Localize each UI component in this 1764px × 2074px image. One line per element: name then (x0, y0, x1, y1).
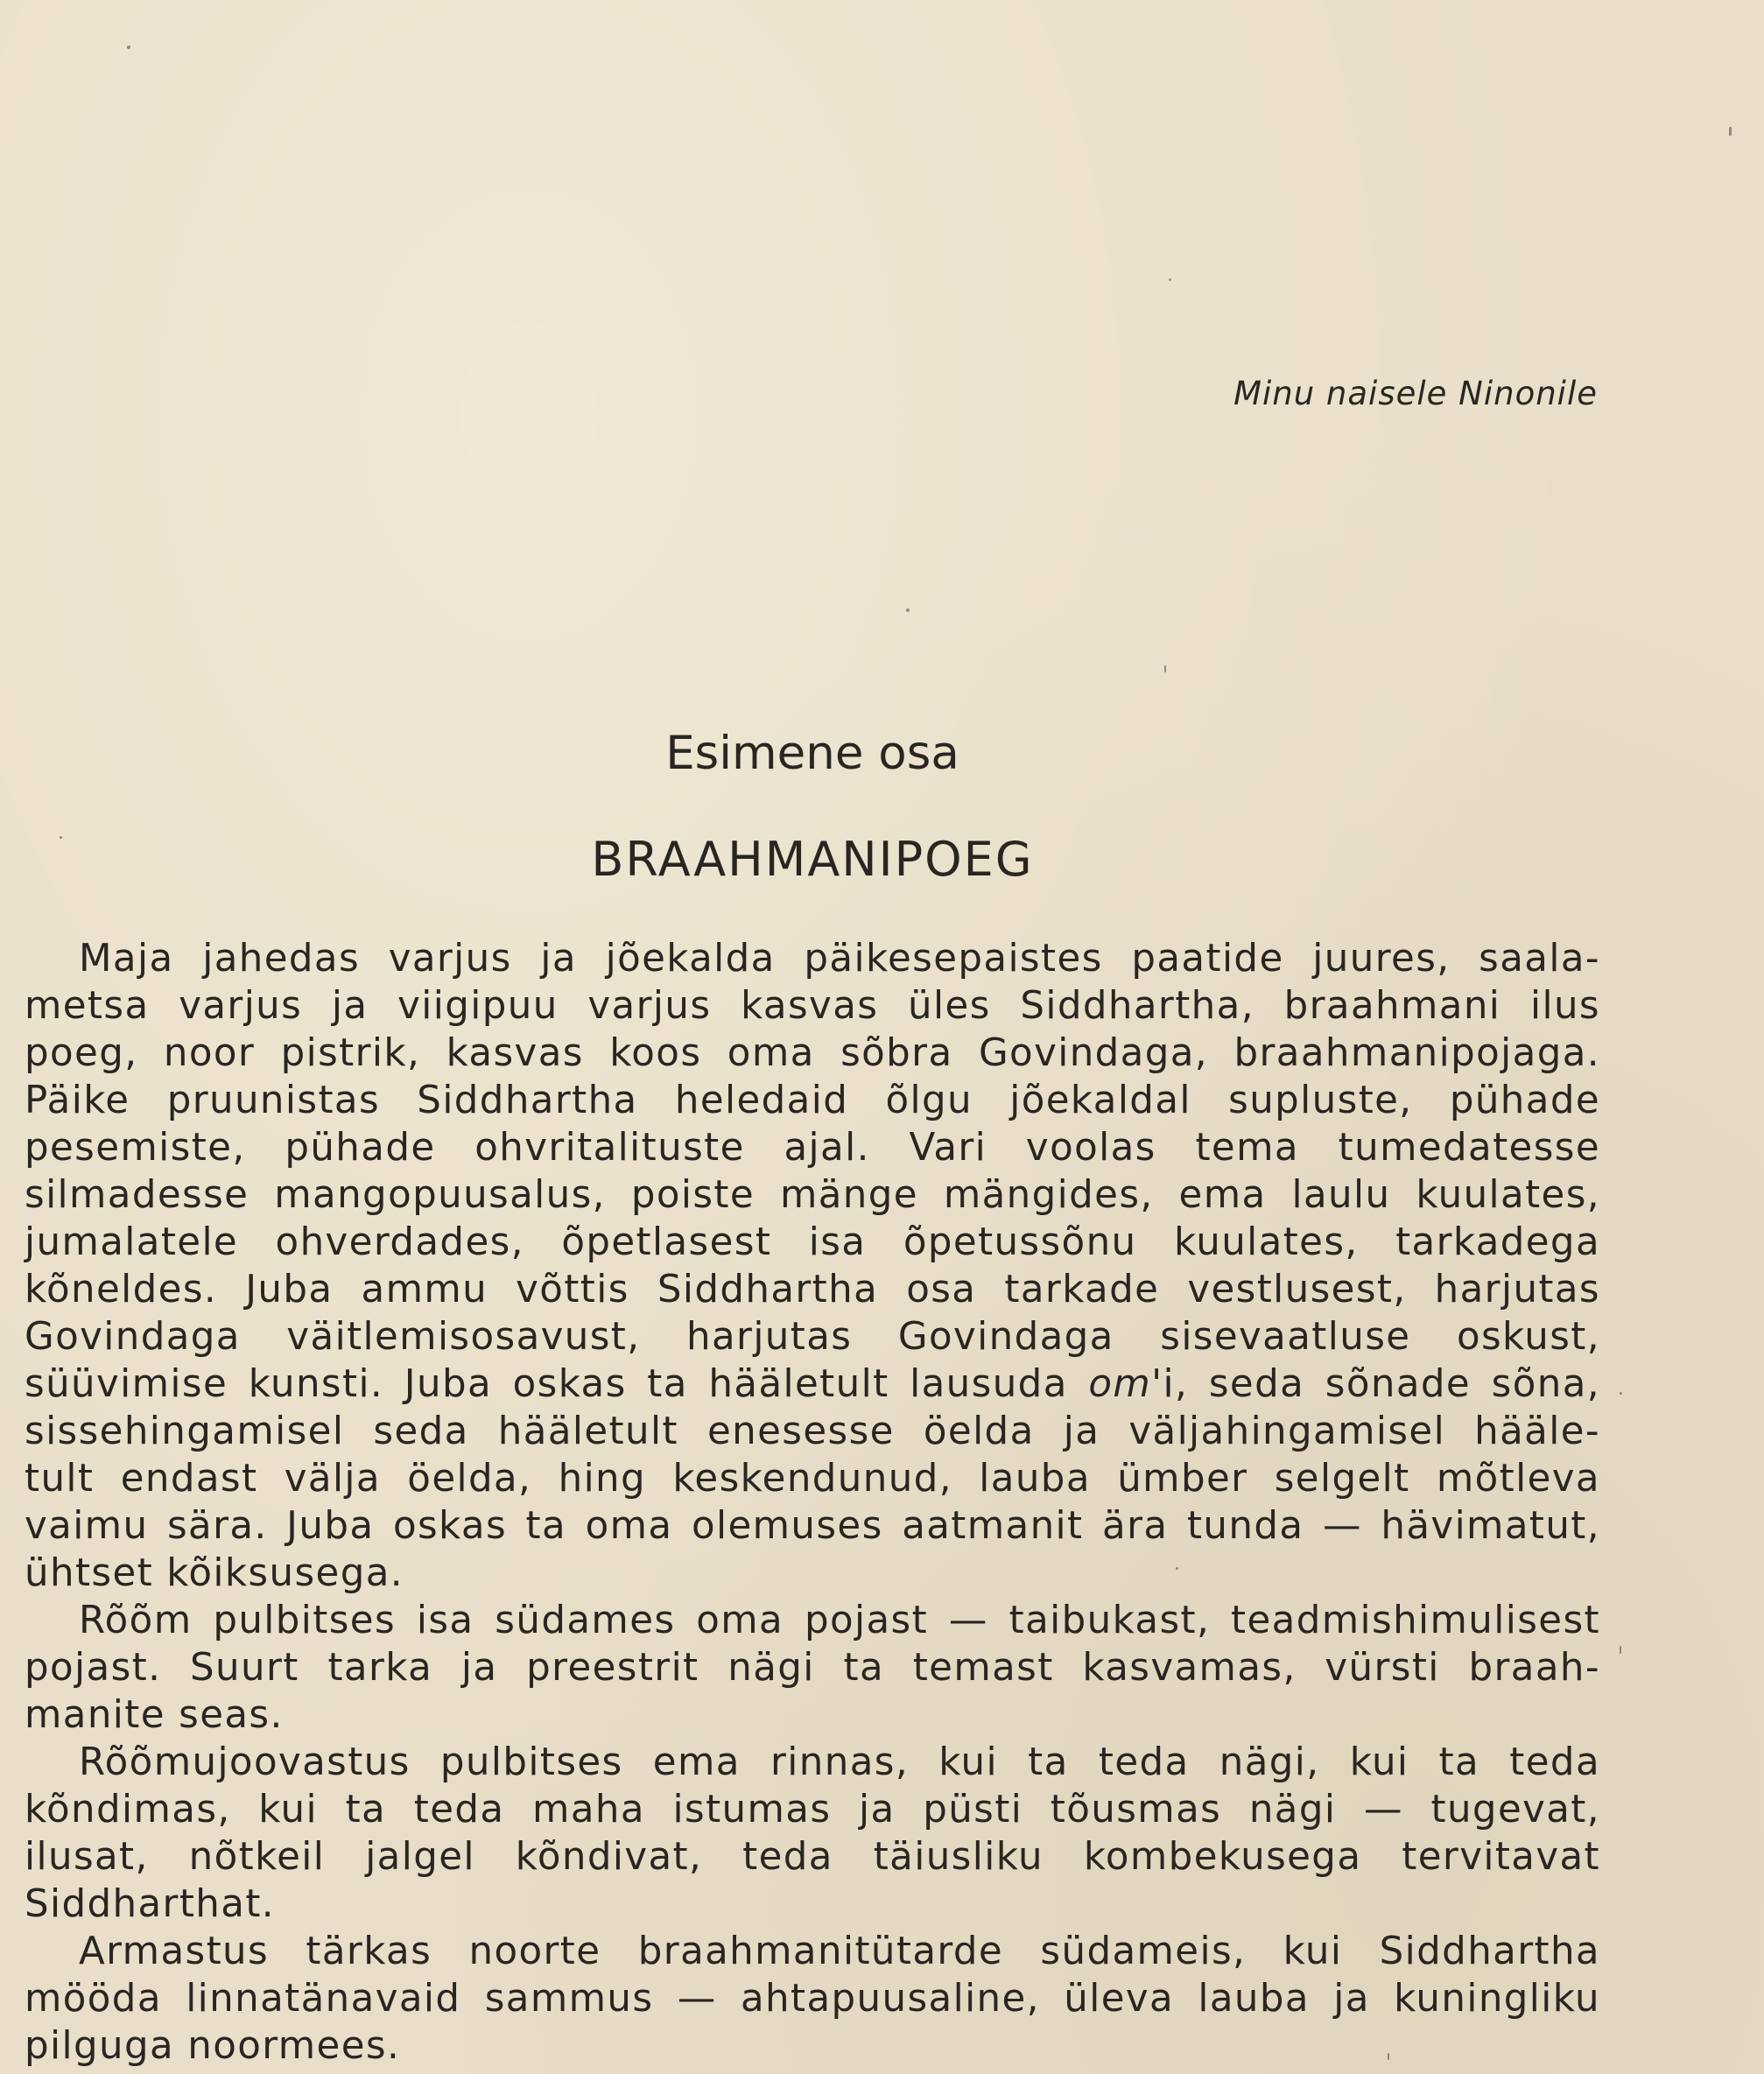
part-title: Esimene osa (665, 727, 959, 780)
text-line: süüvimise kunsti. Juba oskas ta hääletult lausuda om'i, seda sõnade sõna, (25, 1362, 1600, 1406)
paragraph (25, 1928, 1600, 2070)
text-line: kõndimas, kui ta teda maha istumas ja püsti tõusmas nägi — tugevat, (25, 1788, 1600, 1831)
text-line: pesemiste, pühade ohvritalituste ajal. Vari voolas tema tumedatesse (25, 1126, 1600, 1170)
text-line: manite seas. (25, 1693, 284, 1737)
chapter-title: BRAAHMANIPOEG (591, 832, 1034, 887)
paper-speck (1620, 1392, 1622, 1395)
text-line: Armastus tärkas noorte braahmanitütarde südameis, kui Siddhartha (79, 1930, 1600, 1973)
text-line: jumalatele ohverdades, õpetlasest isa õpetussõnu kuulates, tarkadega (25, 1220, 1600, 1264)
paragraph (25, 1597, 1600, 1739)
text-line: tult endast välja öelda, hing keskendunud, lauba ümber selgelt mõtleva (25, 1457, 1600, 1501)
paper-speck (1620, 1646, 1621, 1654)
text-line: ilusat, nõtkeil jalgel kõndivat, teda täiusliku kombekusega tervitavat (25, 1835, 1600, 1879)
text-line: poeg, noor pistrik, kasvas koos oma sõbra Govindaga, braahmanipojaga. (25, 1031, 1600, 1075)
paragraph (25, 1739, 1600, 1928)
dedication: Minu naisele Ninonile (1233, 375, 1598, 412)
text-line: vaimu sära. Juba oskas ta oma olemuses aatmanit ära tunda — hävimatut, (25, 1504, 1600, 1548)
text-line: kõneldes. Juba ammu võttis Siddhartha osa tarkade vestlusest, harjutas (25, 1268, 1600, 1311)
italic-word: om (1088, 1362, 1152, 1406)
text-line: Rõõm pulbitses isa südames oma pojast — taibukast, teadmishimulisest (79, 1599, 1600, 1642)
text-line: Rõõmujoovastus pulbitses ema rinnas, kui ta teda nägi, kui ta teda (79, 1740, 1600, 1784)
text-line: silmadesse mangopuusalus, poiste mänge mängides, ema laulu kuulates, (25, 1173, 1600, 1217)
text-line: sissehingamisel seda hääletult enesesse öelda ja väljahingamisel hääle- (25, 1410, 1600, 1453)
text-line: Maja jahedas varjus ja jõekalda päikesepaistes paatide juures, saala- (79, 937, 1600, 981)
paper-speck (127, 46, 130, 49)
text-line: pojast. Suurt tarka ja preestrit nägi ta temast kasvamas, vürsti braah- (25, 1646, 1600, 1690)
text-line: Govindaga väitlemisosavust, harjutas Govindaga sisevaatluse oskust, (25, 1315, 1600, 1359)
paper-speck (1169, 278, 1171, 281)
paper-speck (1729, 127, 1732, 136)
text-line: Siddharthat. (25, 1882, 275, 1926)
text-line: metsa varjus ja viigipuu varjus kasvas üles Siddhartha, braahmani ilus (25, 984, 1600, 1028)
text-line: mööda linnatänavaid sammus — ahtapuusaline, üleva lauba ja kuningliku (25, 1977, 1600, 2021)
text-line: Päike pruunistas Siddhartha heledaid õlgu jõekaldal supluste, pühade (25, 1079, 1600, 1122)
text-line: ühtset kõiksusega. (25, 1551, 404, 1595)
paper-speck (1164, 665, 1166, 672)
paper-speck (906, 608, 910, 612)
body-text (25, 935, 1600, 2070)
text-line: pilguga noormees. (25, 2024, 401, 2068)
paragraph (25, 935, 1600, 1597)
